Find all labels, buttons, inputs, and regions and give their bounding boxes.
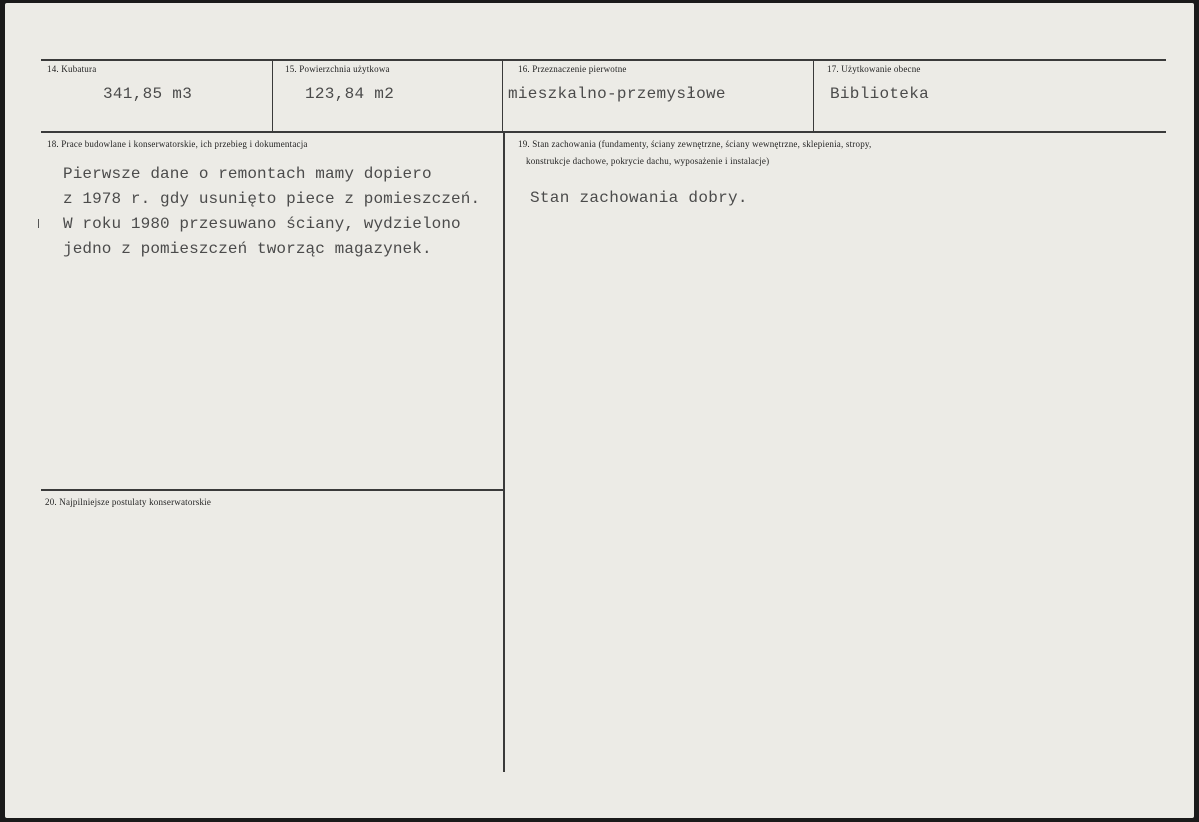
field-18-line-1: Pierwsze dane o remontach mamy dopiero	[63, 165, 432, 183]
divider-16-17	[813, 60, 814, 132]
field-18-line-4: jedno z pomieszczeń tworząc magazynek.	[63, 240, 432, 258]
divider-14-15	[272, 60, 273, 132]
field-18-text	[63, 162, 480, 262]
field-14-label: 14. Kubatura	[47, 64, 97, 74]
field-15-label: 15. Powierzchnia użytkowa	[285, 64, 390, 74]
field-18-line-2: z 1978 r. gdy usunięto piece z pomieszczeń.	[63, 190, 481, 208]
middle-rule	[41, 131, 1166, 133]
field-15-value: 123,84 m2	[305, 85, 395, 103]
field-17-value: Biblioteka	[830, 85, 930, 103]
margin-tick-mark	[38, 219, 39, 228]
divider-15-16	[502, 60, 503, 132]
field-18-line-3: W roku 1980 przesuwano ściany, wydzielono	[63, 215, 461, 233]
divider-main	[503, 132, 505, 772]
field-19-label-line-2: konstrukcje dachowe, pokrycie dachu, wyposażenie i instalacje)	[526, 156, 770, 166]
record-card	[5, 3, 1194, 818]
field-14-value: 341,85 m3	[103, 85, 193, 103]
field-16-value: mieszkalno-przemysłowe	[508, 85, 726, 103]
field-16-label: 16. Przeznaczenie pierwotne	[518, 64, 627, 74]
field-19-label-line-1: 19. Stan zachowania (fundamenty, ściany zewnętrzne, ściany wewnętrzne, sklepienia, stropy,	[518, 139, 872, 149]
field-18-label: 18. Prace budowlane i konserwatorskie, ich przebieg i dokumentacja	[47, 139, 308, 149]
field-19-value: Stan zachowania dobry.	[530, 189, 748, 207]
section-20-rule	[41, 489, 503, 491]
field-17-label: 17. Użytkowanie obecne	[827, 64, 921, 74]
top-rule	[41, 59, 1166, 61]
field-20-label: 20. Najpilniejsze postulaty konserwatorskie	[45, 497, 212, 507]
